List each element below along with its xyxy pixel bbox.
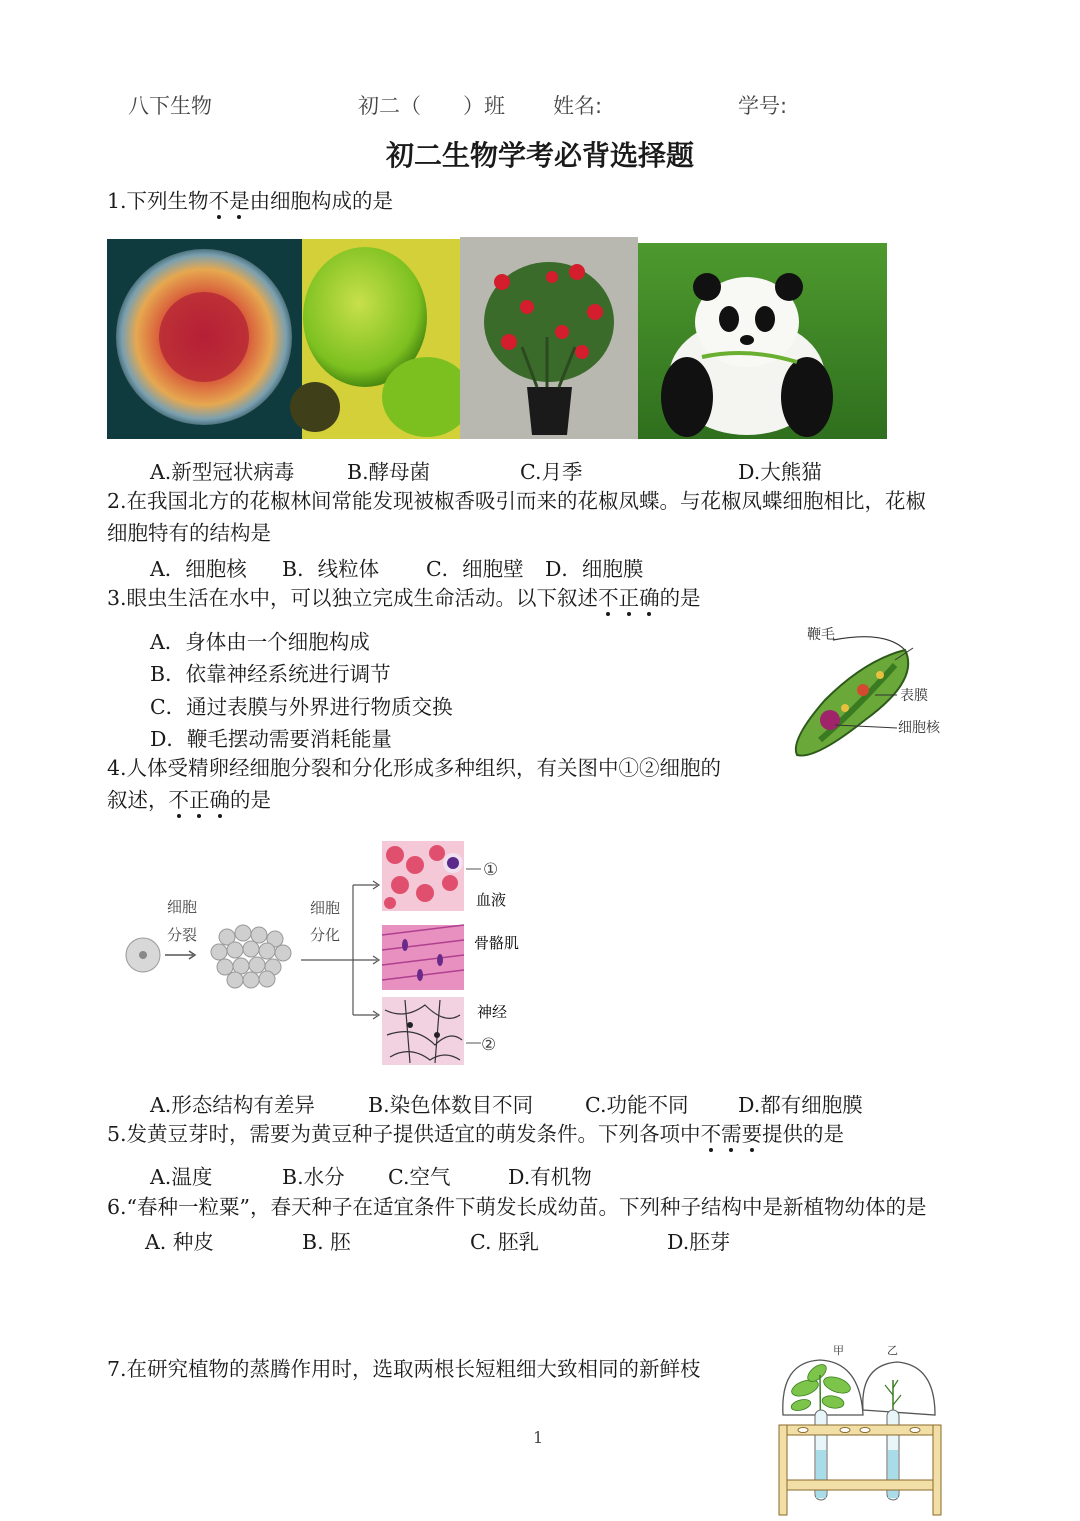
q4-option-b: B.染色体数目不同 [368,1093,534,1117]
emphasis-char: 不 [168,788,189,812]
mark-2: ② [481,1035,497,1055]
svg-text:细胞: 细胞 [167,898,198,916]
jia-label: 甲 [833,1344,844,1357]
q3-option-c: C．通过表膜与外界进行物质交换 [150,695,453,719]
pellicle-label: 表膜 [900,688,928,704]
muscle-label: 骨骼肌 [474,934,520,952]
blood-label: 血液 [476,891,507,909]
tissue-differentiation-figure [115,835,545,1070]
question-3: 3.眼虫生活在水中，可以独立完成生命活动。以下叙述不正确的是 [107,586,701,610]
emphasis-char: 是 [229,189,250,213]
svg-text:分裂: 分裂 [167,926,198,944]
skeletal-muscle-image [382,925,464,990]
transpiration-figure [775,1340,945,1518]
question-4: 4.人体受精卵经细胞分裂和分化形成多种组织，有关图中①②细胞的 叙述，不正确的是 [107,756,722,812]
blood-tissue-image [382,841,464,911]
svg-text:分化: 分化 [310,926,341,944]
class-label: 初二（ ）班 [358,94,505,118]
emphasis-char: 正 [189,788,210,812]
emphasis-char: 不 [598,586,619,610]
q1-option-d: D.大熊猫 [738,460,822,484]
subject-label: 八下生物 [128,94,212,118]
q6-option-b: B. 胚 [302,1230,351,1254]
emphasis-char: 不 [208,189,230,213]
q5-option-b: B.水分 [282,1165,345,1189]
q1-option-b: B.酵母菌 [347,460,431,484]
coronavirus-image [107,239,302,439]
question-6: 6.“春种一粒粟”，春天种子在适宜条件下萌发长成幼苗。下列种子结构中是新植物幼体的是 [107,1195,927,1219]
student-id-label: 学号: [738,94,788,118]
q5-option-c: C.空气 [388,1165,451,1189]
question-2: 2.在我国北方的花椒林间常能发现被椒香吸引而来的花椒凤蝶。与花椒凤蝶细胞相比，花椒 细胞特有的结构是 [107,489,927,545]
q1-option-a: A.新型冠状病毒 [150,460,295,484]
q3-option-b: B．依靠神经系统进行调节 [150,662,391,686]
nerve-label: 神经 [477,1003,508,1021]
question-7: 7.在研究植物的蒸腾作用时，选取两根长短粗细大致相同的新鲜枝 [107,1357,701,1381]
panda-image [638,243,887,439]
q6-option-a: A. 种皮 [145,1230,214,1254]
q5-option-a: A.温度 [150,1165,213,1189]
q2-option-d: D．细胞膜 [545,557,644,581]
emphasis-char: 正 [618,586,640,610]
flagellum-label: 鞭毛 [807,627,835,643]
q2-option-c: C．细胞壁 [426,557,524,581]
euglena-figure [785,620,965,770]
mark-1: ① [483,860,499,880]
emphasis-char: 需 [721,1122,742,1146]
yeast-image [290,239,472,439]
q6-option-d: D.胚芽 [667,1230,731,1254]
emphasis-char: 确 [639,586,660,610]
emphasis-char: 不 [700,1122,722,1146]
q2-option-b: B．线粒体 [282,557,380,581]
page-title: 初二生物学考必背选择题 [385,139,694,172]
svg-text:细胞: 细胞 [310,899,341,917]
nerve-tissue-image [382,997,464,1065]
emphasis-char: 确 [209,788,230,812]
q5-option-d: D.有机物 [508,1165,592,1189]
q4-option-a: A.形态结构有差异 [150,1093,315,1117]
page-number: 1 [533,1428,544,1447]
question-5: 5.发黄豆芽时，需要为黄豆种子提供适宜的萌发条件。下列各项中不需要提供的是 [107,1122,845,1146]
q3-option-d: D．鞭毛摆动需要消耗能量 [150,727,392,751]
question-1: 1.下列生物不是由细胞构成的是 [107,189,394,213]
yi-label: 乙 [887,1344,898,1357]
q2-option-a: A．细胞核 [150,557,247,581]
emphasis-char: 要 [741,1122,763,1146]
name-label: 姓名: [553,94,603,118]
rose-image [460,237,638,439]
q1-option-c: C.月季 [520,460,583,484]
q1-organism-images [107,237,887,439]
q4-option-d: D.都有细胞膜 [738,1093,863,1117]
nucleus-label: 细胞核 [898,720,940,736]
q6-option-c: C. 胚乳 [470,1230,539,1254]
q3-option-a: A．身体由一个细胞构成 [150,630,370,654]
q4-option-c: C.功能不同 [585,1093,689,1117]
